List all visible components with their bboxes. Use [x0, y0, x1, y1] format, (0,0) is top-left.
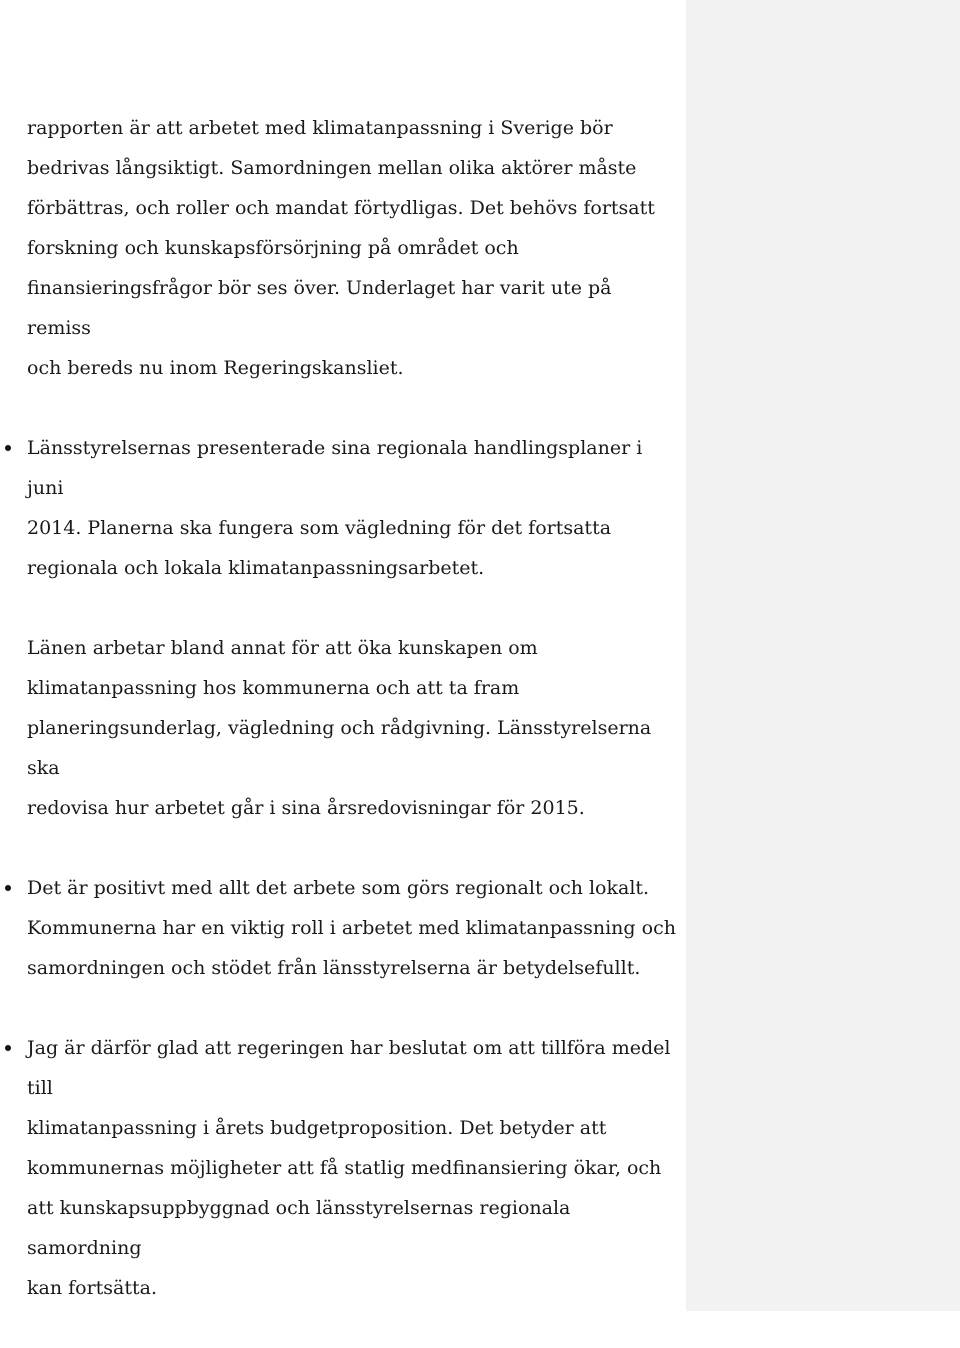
bullet-dot-icon — [5, 445, 11, 451]
bullet-dot-icon — [5, 1045, 11, 1051]
document-body — [27, 108, 677, 1348]
comment-margin-panel — [686, 0, 960, 1311]
bullet-item-handlingsplaner — [27, 428, 677, 588]
bullet-item-regionalt-arbete — [27, 868, 677, 988]
bullet-text: Jag är därför glad att regeringen har beslutat om att tillföra medel till klimatanpassning i årets budgetproposition. Det betyder att kommunernas möjligheter att få statlig medfinansiering ökar, och att kunskapsuppbyggnad och länsstyrelsernas regionala samordning kan fortsätta. — [27, 1037, 671, 1299]
bullet-item-budgetproposition — [27, 1028, 677, 1308]
bullet-text: Länsstyrelsernas presenterade sina regionala handlingsplaner i juni 2014. Planerna ska fungera som vägledning för det fortsatta regionala och lokala klimatanpassningsarbetet. — [27, 437, 643, 579]
bullet-text: Det är positivt med allt det arbete som görs regionalt och lokalt. Kommunerna har en viktig roll i arbetet med klimatanpassning och samordningen och stödet från länsstyrelserna är betydelsefullt. — [27, 877, 676, 979]
middle-paragraph: Länen arbetar bland annat för att öka kunskapen om klimatanpassning hos kommunerna och att ta fram planeringsunderlag, vägledning och rådgivning. Länsstyrelserna ska redovisa hur arbetet går i sina årsredovisningar för 2015. — [27, 637, 652, 819]
bullet-dot-icon — [5, 885, 11, 891]
intro-paragraph: rapporten är att arbetet med klimatanpassning i Sverige bör bedrivas långsiktigt. Samordningen mellan olika aktörer måste förbättras, och roller och mandat förtydligas. Det behövs fortsatt forskning och kunskapsförsörjning på området och finansieringsfrågor bör ses över. Underlaget har varit ute på remiss och bereds nu inom Regeringskansliet. — [27, 117, 655, 379]
